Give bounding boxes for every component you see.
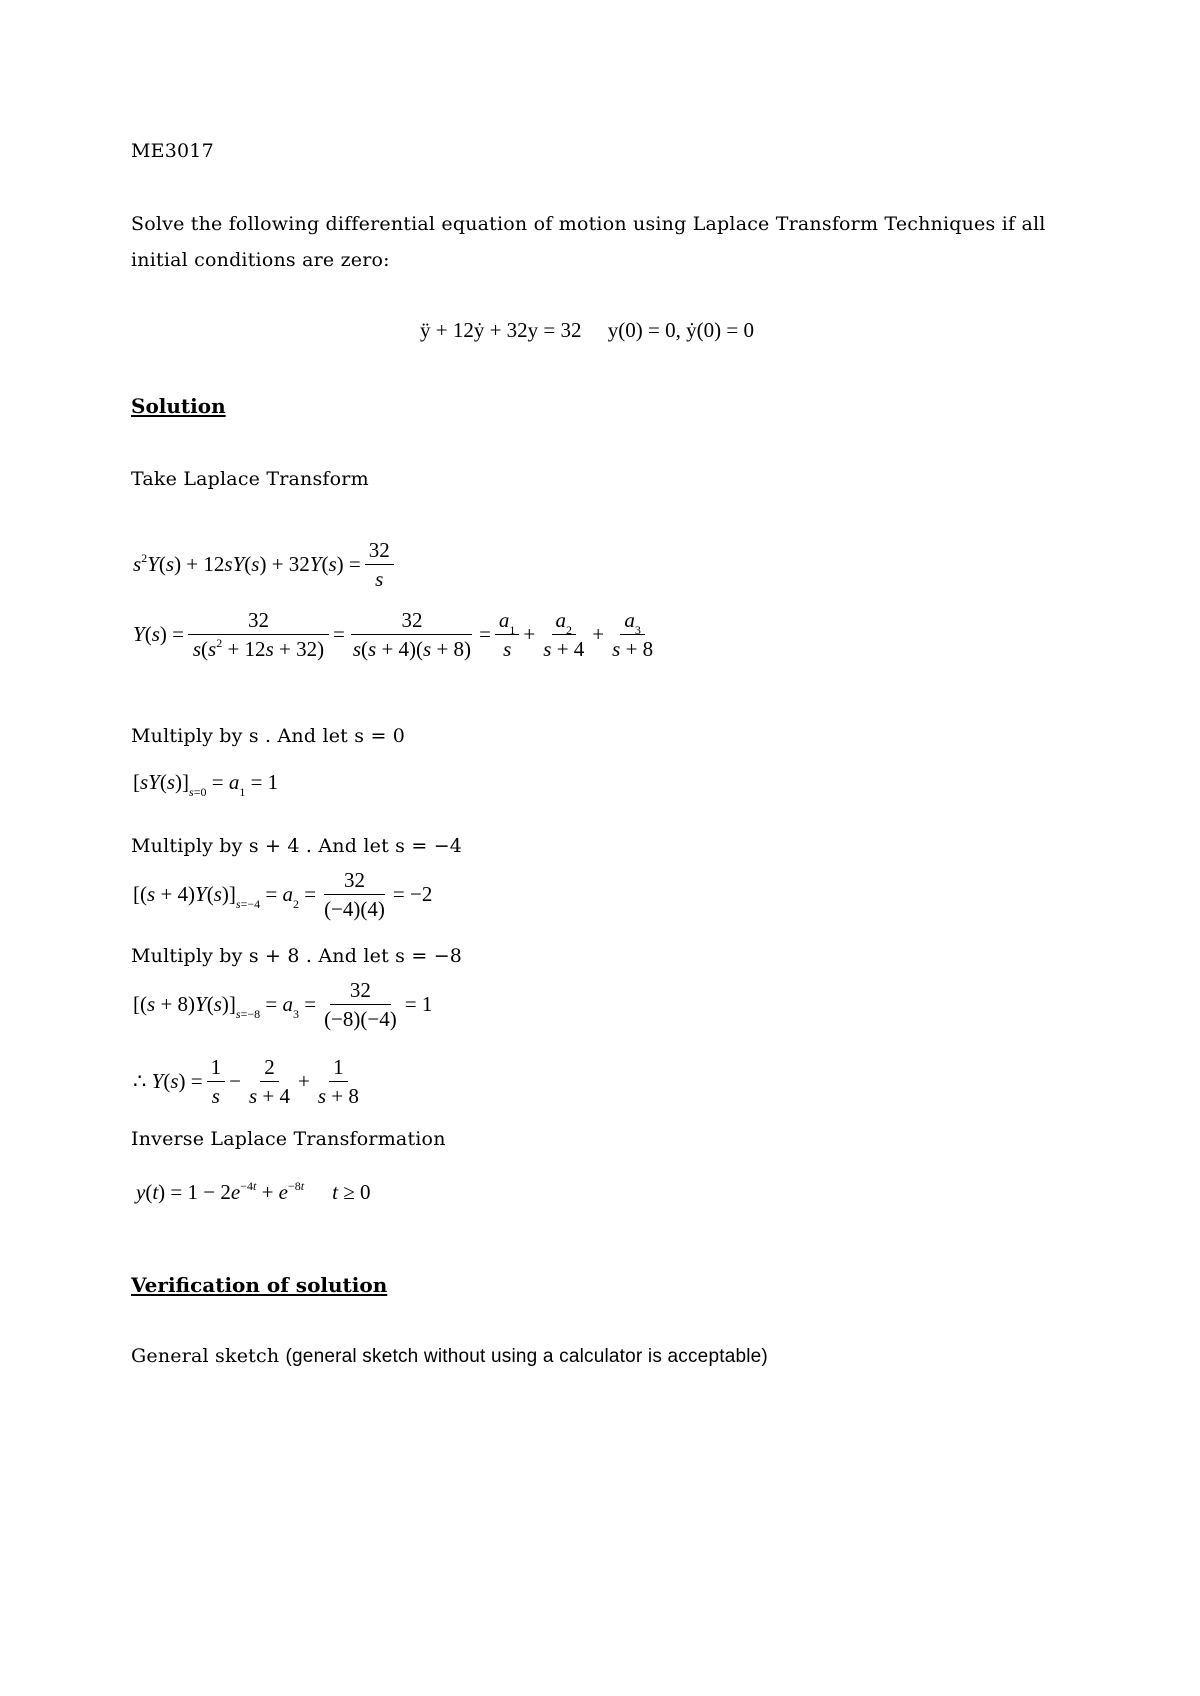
step3-text: Multiply by s + 8 . And let s = −8 <box>131 945 463 967</box>
step2-equation: $[(s + 4)Y(s)]_{s=-4} = a_2$ = $\frac{32}{(-4)(4)}$ = −2 <box>133 868 433 922</box>
step3-equation: $[(s + 8)Y(s)]_{s=-8} = a_3$ = $\frac{32}{(-8)(-4)}$ = 1 <box>133 978 433 1032</box>
inverse-laplace-heading: Inverse Laplace Transformation <box>131 1128 446 1150</box>
step1-equation: $[sY(s)]_{s=0} = a_1 = 1$ <box>133 770 279 799</box>
problem-line-1: Solve the following differential equation of motion using Laplace Transform Techniques if all <box>131 213 1046 235</box>
step2-text: Multiply by s + 4 . And let s = −4 <box>131 835 463 857</box>
problem-line-2: initial conditions are zero: <box>131 249 390 271</box>
course-code: ME3017 <box>131 140 214 162</box>
general-sketch-note: (general sketch without using a calculator is acceptable) <box>285 1346 768 1367</box>
general-sketch-label: General sketch <box>131 1345 280 1367</box>
take-laplace-label: Take Laplace Transform <box>131 468 369 490</box>
partial-fraction-equation: Y(s) = $\frac{32}{s(s^2 + 12s + 32)}$ = $\frac{32}{s(s + 4)(s + 8)}$ = $\frac{a_1}{s}$ + $\frac{a_2}{s + 4}$ + $\frac{a_3}{s + 8}$ <box>133 608 654 662</box>
transform-equation: $s^2Y(s) + 12sY(s) + 32Y(s)$ = $\frac{32}{s}$ <box>133 538 398 591</box>
solution-heading: Solution <box>131 394 226 418</box>
general-sketch-line <box>131 1345 768 1368</box>
result-equation: $y(t) = 1 - 2e^{-4t} + e^{-8t}$ t ≥ 0 <box>136 1179 371 1204</box>
ode-equation: ÿ + 12ẏ + 32y = 32 y(0) = 0, ẏ(0) = 0 <box>420 318 754 342</box>
therefore-equation: ∴ Y(s) = $\frac{1}{s}$ − $\frac{2}{s + 4}$ + $\frac{1}{s + 8}$ <box>133 1055 359 1109</box>
verification-heading: Verification of solution <box>131 1273 388 1297</box>
step1-text: Multiply by s . And let s = 0 <box>131 725 406 747</box>
